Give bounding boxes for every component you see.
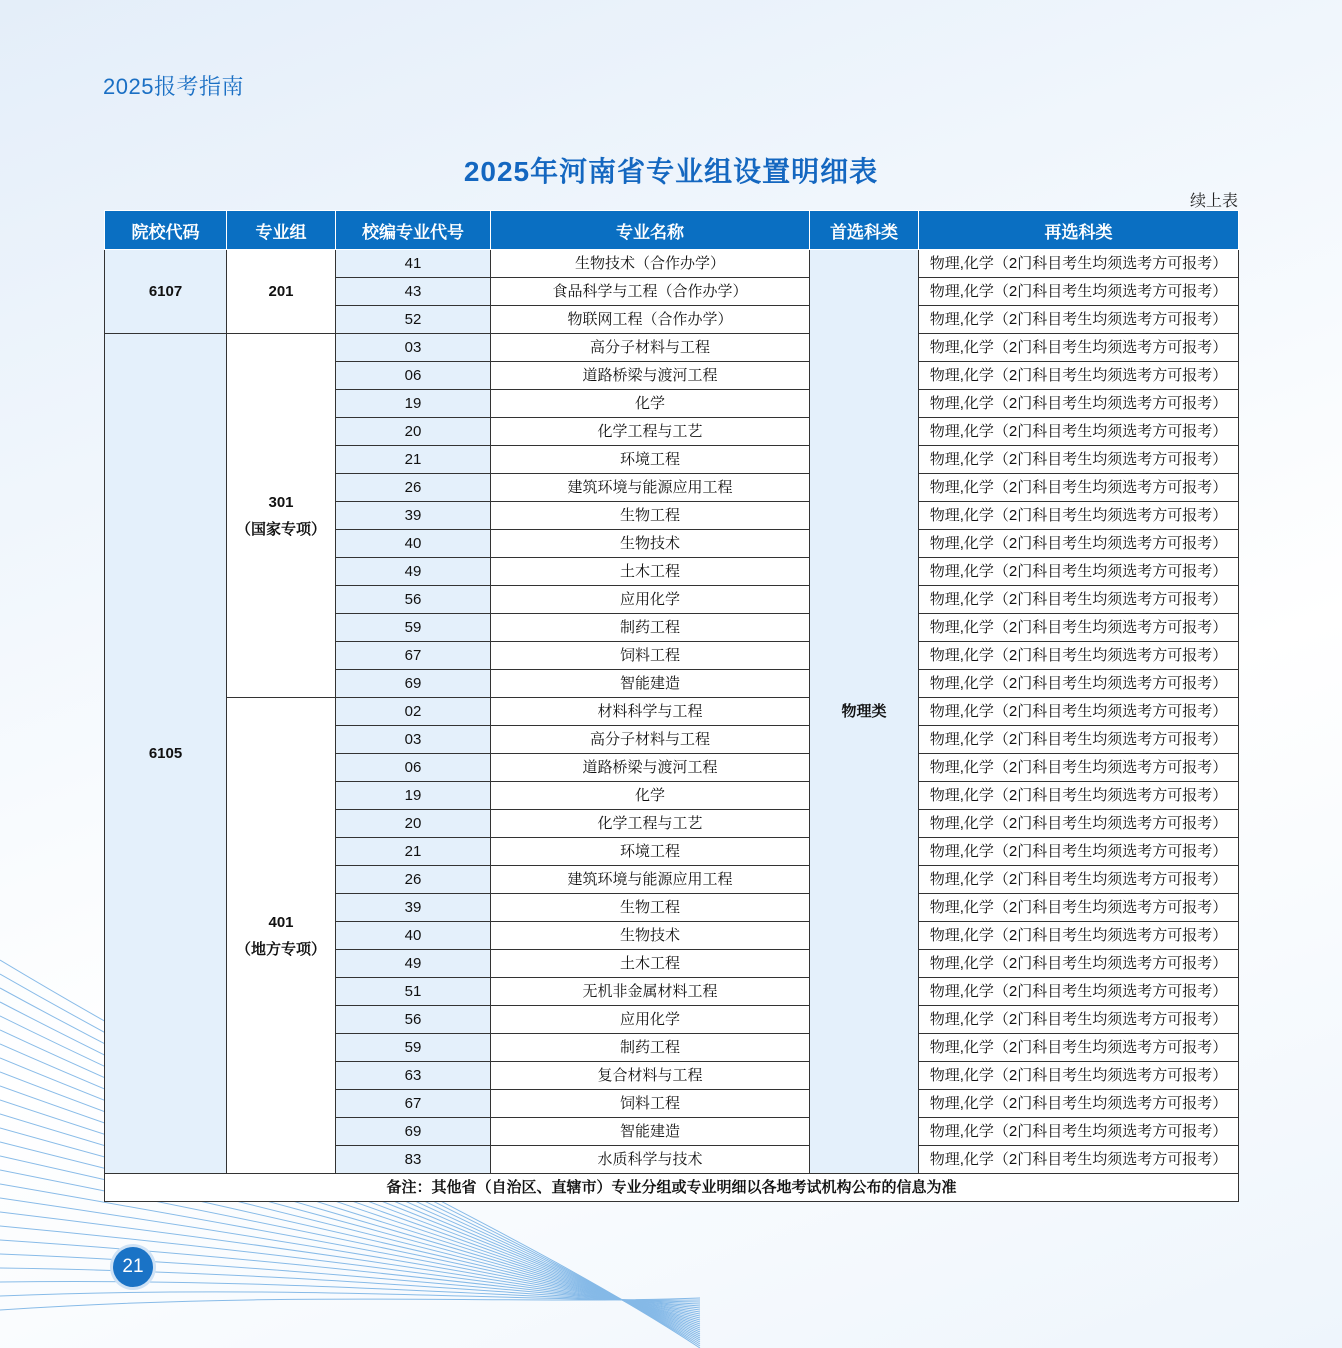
continuation-label: 续上表: [1189, 193, 1238, 210]
second-subject-cell: 物理,化学（2门科目考生均须选考方可报考）: [919, 698, 1239, 726]
major-code-cell: 39: [336, 894, 491, 922]
table-note: 备注：其他省（自治区、直辖市）专业分组或专业明细以各地考试机构公布的信息为准: [105, 1174, 1239, 1202]
second-subject-cell: 物理,化学（2门科目考生均须选考方可报考）: [919, 810, 1239, 838]
col-header-school-code: 院校代码: [105, 211, 227, 250]
major-name-cell: 化学: [491, 390, 810, 418]
major-name-cell: 应用化学: [491, 1006, 810, 1034]
second-subject-cell: 物理,化学（2门科目考生均须选考方可报考）: [919, 586, 1239, 614]
major-code-cell: 40: [336, 530, 491, 558]
major-code-cell: 59: [336, 1034, 491, 1062]
second-subject-cell: 物理,化学（2门科目考生均须选考方可报考）: [919, 642, 1239, 670]
wave-line: [0, 1298, 700, 1310]
second-subject-cell: 物理,化学（2门科目考生均须选考方可报考）: [919, 474, 1239, 502]
col-header-group: 专业组: [227, 211, 336, 250]
major-code-cell: 67: [336, 1090, 491, 1118]
major-code-cell: 59: [336, 614, 491, 642]
second-subject-cell: 物理,化学（2门科目考生均须选考方可报考）: [919, 502, 1239, 530]
major-code-cell: 39: [336, 502, 491, 530]
major-code-cell: 51: [336, 978, 491, 1006]
major-code-cell: 21: [336, 446, 491, 474]
second-subject-cell: 物理,化学（2门科目考生均须选考方可报考）: [919, 306, 1239, 334]
col-header-major-code: 校编专业代号: [336, 211, 491, 250]
school-code-cell: 6105: [105, 334, 227, 1174]
major-name-cell: 建筑环境与能源应用工程: [491, 866, 810, 894]
first-subject-cell: 物理类: [810, 250, 919, 1174]
major-code-cell: 52: [336, 306, 491, 334]
second-subject-cell: 物理,化学（2门科目考生均须选考方可报考）: [919, 894, 1239, 922]
table-row: [105, 334, 1239, 362]
major-name-cell: 智能建造: [491, 1118, 810, 1146]
major-name-cell: 制药工程: [491, 614, 810, 642]
major-name-cell: 高分子材料与工程: [491, 726, 810, 754]
major-name-cell: 道路桥梁与渡河工程: [491, 754, 810, 782]
major-code-cell: 21: [336, 838, 491, 866]
second-subject-cell: 物理,化学（2门科目考生均须选考方可报考）: [919, 614, 1239, 642]
second-subject-cell: 物理,化学（2门科目考生均须选考方可报考）: [919, 250, 1239, 278]
major-name-cell: 高分子材料与工程: [491, 334, 810, 362]
major-code-cell: 49: [336, 558, 491, 586]
major-code-cell: 26: [336, 866, 491, 894]
major-name-cell: 建筑环境与能源应用工程: [491, 474, 810, 502]
second-subject-cell: 物理,化学（2门科目考生均须选考方可报考）: [919, 362, 1239, 390]
second-subject-cell: 物理,化学（2门科目考生均须选考方可报考）: [919, 838, 1239, 866]
major-name-cell: 化学工程与工艺: [491, 418, 810, 446]
second-subject-cell: 物理,化学（2门科目考生均须选考方可报考）: [919, 418, 1239, 446]
header-title: 2025报考指南: [103, 74, 244, 99]
group-cell: [227, 698, 336, 1174]
major-name-cell: 生物工程: [491, 894, 810, 922]
second-subject-cell: 物理,化学（2门科目考生均须选考方可报考）: [919, 978, 1239, 1006]
second-subject-cell: 物理,化学（2门科目考生均须选考方可报考）: [919, 1146, 1239, 1174]
major-name-cell: 水质科学与技术: [491, 1146, 810, 1174]
major-code-cell: 41: [336, 250, 491, 278]
page-title: 2025年河南省专业组设置明细表: [463, 156, 879, 187]
col-header-first-subject: 首选科类: [810, 211, 919, 250]
major-code-cell: 69: [336, 1118, 491, 1146]
table-header-row: [105, 211, 1239, 250]
group-cell: [227, 334, 336, 698]
group-code: 401: [268, 913, 294, 931]
major-name-cell: 复合材料与工程: [491, 1062, 810, 1090]
group-type: （国家专项）: [235, 520, 326, 538]
major-code-cell: 83: [336, 1146, 491, 1174]
major-name-cell: 应用化学: [491, 586, 810, 614]
major-name-cell: 环境工程: [491, 446, 810, 474]
col-header-second-subject: 再选科类: [919, 211, 1239, 250]
major-code-cell: 06: [336, 362, 491, 390]
major-code-cell: 03: [336, 726, 491, 754]
major-code-cell: 20: [336, 418, 491, 446]
group-code: 301: [268, 493, 294, 511]
major-name-cell: 材料科学与工程: [491, 698, 810, 726]
major-code-cell: 26: [336, 474, 491, 502]
major-code-cell: 56: [336, 586, 491, 614]
second-subject-cell: 物理,化学（2门科目考生均须选考方可报考）: [919, 278, 1239, 306]
major-code-cell: 40: [336, 922, 491, 950]
major-code-cell: 56: [336, 1006, 491, 1034]
major-code-cell: 06: [336, 754, 491, 782]
table-row: [105, 698, 1239, 726]
group-type: （地方专项）: [235, 940, 326, 958]
major-group-table: [104, 210, 1239, 1202]
major-name-cell: 物联网工程（合作办学）: [491, 306, 810, 334]
second-subject-cell: 物理,化学（2门科目考生均须选考方可报考）: [919, 726, 1239, 754]
second-subject-cell: 物理,化学（2门科目考生均须选考方可报考）: [919, 334, 1239, 362]
second-subject-cell: 物理,化学（2门科目考生均须选考方可报考）: [919, 950, 1239, 978]
second-subject-cell: 物理,化学（2门科目考生均须选考方可报考）: [919, 1118, 1239, 1146]
major-name-cell: 道路桥梁与渡河工程: [491, 362, 810, 390]
major-code-cell: 49: [336, 950, 491, 978]
group-code: 201: [268, 283, 294, 300]
major-name-cell: 食品科学与工程（合作办学）: [491, 278, 810, 306]
major-code-cell: 43: [336, 278, 491, 306]
major-name-cell: 化学工程与工艺: [491, 810, 810, 838]
major-name-cell: 无机非金属材料工程: [491, 978, 810, 1006]
major-code-cell: 19: [336, 390, 491, 418]
second-subject-cell: 物理,化学（2门科目考生均须选考方可报考）: [919, 782, 1239, 810]
second-subject-cell: 物理,化学（2门科目考生均须选考方可报考）: [919, 530, 1239, 558]
major-code-cell: 02: [336, 698, 491, 726]
major-name-cell: 土木工程: [491, 558, 810, 586]
major-name-cell: 饲料工程: [491, 1090, 810, 1118]
second-subject-cell: 物理,化学（2门科目考生均须选考方可报考）: [919, 390, 1239, 418]
major-name-cell: 生物技术（合作办学）: [491, 250, 810, 278]
second-subject-cell: 物理,化学（2门科目考生均须选考方可报考）: [919, 1034, 1239, 1062]
group-cell: [227, 250, 336, 334]
note-row: [105, 1174, 1239, 1202]
major-name-cell: 化学: [491, 782, 810, 810]
major-name-cell: 饲料工程: [491, 642, 810, 670]
second-subject-cell: 物理,化学（2门科目考生均须选考方可报考）: [919, 1062, 1239, 1090]
major-code-cell: 03: [336, 334, 491, 362]
major-name-cell: 环境工程: [491, 838, 810, 866]
major-code-cell: 20: [336, 810, 491, 838]
second-subject-cell: 物理,化学（2门科目考生均须选考方可报考）: [919, 670, 1239, 698]
second-subject-cell: 物理,化学（2门科目考生均须选考方可报考）: [919, 866, 1239, 894]
major-name-cell: 生物技术: [491, 530, 810, 558]
major-code-cell: 69: [336, 670, 491, 698]
school-code-cell: 6107: [105, 250, 227, 334]
major-code-cell: 67: [336, 642, 491, 670]
major-code-cell: 63: [336, 1062, 491, 1090]
second-subject-cell: 物理,化学（2门科目考生均须选考方可报考）: [919, 1006, 1239, 1034]
major-name-cell: 制药工程: [491, 1034, 810, 1062]
second-subject-cell: 物理,化学（2门科目考生均须选考方可报考）: [919, 1090, 1239, 1118]
page-number-badge: 21: [113, 1247, 153, 1287]
col-header-major-name: 专业名称: [491, 211, 810, 250]
second-subject-cell: 物理,化学（2门科目考生均须选考方可报考）: [919, 922, 1239, 950]
second-subject-cell: 物理,化学（2门科目考生均须选考方可报考）: [919, 558, 1239, 586]
second-subject-cell: 物理,化学（2门科目考生均须选考方可报考）: [919, 754, 1239, 782]
major-code-cell: 19: [336, 782, 491, 810]
major-name-cell: 土木工程: [491, 950, 810, 978]
major-name-cell: 生物技术: [491, 922, 810, 950]
major-name-cell: 生物工程: [491, 502, 810, 530]
major-name-cell: 智能建造: [491, 670, 810, 698]
table-row: [105, 250, 1239, 278]
second-subject-cell: 物理,化学（2门科目考生均须选考方可报考）: [919, 446, 1239, 474]
